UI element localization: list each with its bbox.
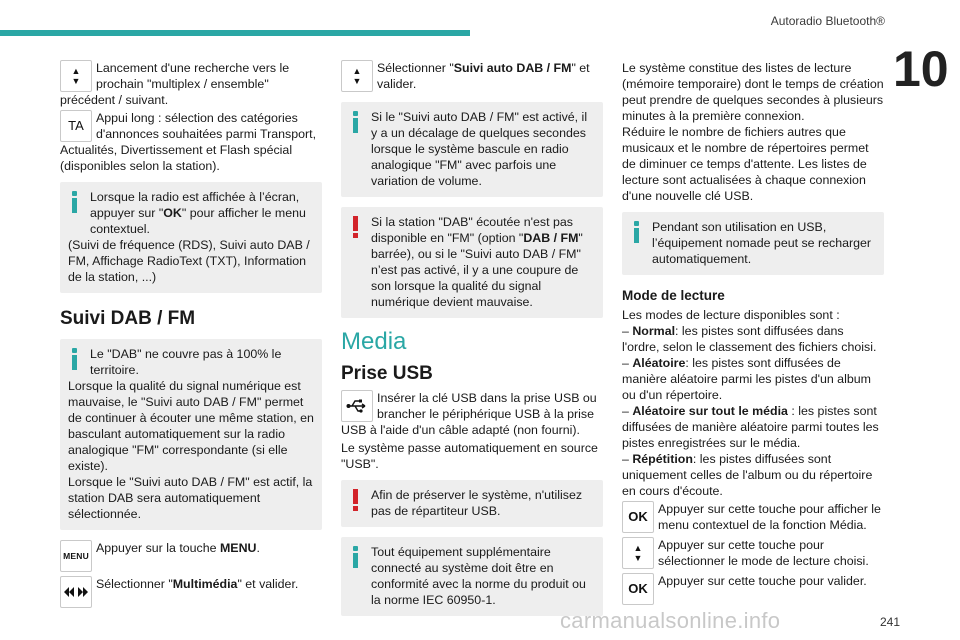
section-heading-mode-de-lecture: Mode de lecture bbox=[622, 288, 725, 303]
info-box bbox=[622, 212, 884, 275]
warning-text: Afin de préserver le système, n'utilisez pas de répartiteur USB. bbox=[371, 488, 583, 518]
key-row-ta bbox=[60, 110, 322, 174]
key-description: Appuyer sur cette touche pour sélectionner le mode de lecture choisi. bbox=[658, 538, 869, 568]
info-icon bbox=[630, 221, 644, 243]
usb-icon bbox=[341, 390, 373, 422]
key-description: Appuyer sur la touche MENU. bbox=[96, 541, 260, 555]
info-icon bbox=[68, 191, 82, 213]
key-description: Insérer la clé USB dans la prise USB ou brancher le périphérique USB à la prise USB à l'aide d'un câble adapté (non fourni). bbox=[341, 391, 597, 437]
ta-key-icon: TA bbox=[60, 110, 92, 142]
info-text: Lorsque la qualité du signal numérique est mauvaise, le "Suivi auto DAB / FM" permet de continuer à écouter une même station, en basculant automatiquement sur la radio analogique "FM" correspondante (si elle existe). bbox=[68, 379, 314, 473]
key-row-usb bbox=[341, 390, 603, 438]
info-text: Le "DAB" ne couvre pas à 100% le territoire. bbox=[90, 347, 282, 377]
key-row-up-down bbox=[60, 60, 322, 108]
menu-key-icon: MENU bbox=[60, 540, 92, 572]
ok-key-icon: OK bbox=[622, 501, 654, 533]
section-heading-prise-usb: Prise USB bbox=[341, 363, 433, 384]
warning-text: Si la station "DAB" écoutée n'est pas disponible en "FM" (option "DAB / FM" barrée), ou si le "Suivi auto DAB / FM" n’est pas activé, il y a une coupure de son lorsque la qualité du signal numérique devient mauvaise. bbox=[371, 215, 583, 309]
paragraph: Réduire le nombre de fichiers autres que musicaux et le nombre de répertoires permet de diminuer ce temps d'attente. Les listes de lecture sont actualisées à chaque connexion d'une nouvelle clé USB. bbox=[622, 125, 869, 203]
key-description: Lancement d'une recherche vers le prochain "multiplex / ensemble" précédent / suivant. bbox=[60, 61, 290, 107]
info-text: Pendant son utilisation en USB, l’équipement nomade peut se recharger automatiquement. bbox=[652, 220, 872, 266]
info-box bbox=[341, 537, 603, 616]
key-description: Sélectionner "Multimédia" et valider. bbox=[96, 577, 299, 591]
ok-key-icon: OK bbox=[622, 573, 654, 605]
column-3 bbox=[622, 60, 884, 609]
info-text: Si le "Suivi auto DAB / FM" est activé, il y a un décalage de quelques secondes lorsque le système bascule en radio analogique "FM" avec parfois une variation de volume. bbox=[371, 110, 588, 188]
info-text: (Suivi de fréquence (RDS), Suivi auto DAB / FM, Affichage RadioText (TXT), Information de la station, ...) bbox=[68, 238, 310, 284]
key-row-ok-validate bbox=[622, 573, 884, 607]
key-description: Sélectionner "Suivi auto DAB / FM" et valider. bbox=[377, 61, 590, 91]
warning-icon bbox=[349, 489, 363, 511]
usb-note: Le système passe automatiquement en source "USB". bbox=[341, 441, 598, 471]
header-title: Autoradio Bluetooth® bbox=[770, 14, 885, 28]
info-text: Lorsque la radio est affichée à l’écran, appuyer sur "OK" pour afficher le menu contextuel. bbox=[90, 190, 306, 236]
key-row-up-down bbox=[622, 537, 884, 571]
info-box bbox=[60, 182, 322, 293]
media-skip-arrows-icon bbox=[60, 576, 92, 608]
list-item: – Aléatoire: les pistes sont diffusées de manière aléatoire parmi les pistes d'un album ou d'un répertoire. bbox=[622, 356, 871, 402]
key-row-media bbox=[60, 576, 322, 610]
column-1 bbox=[60, 60, 322, 612]
header-accent-bar bbox=[0, 30, 470, 36]
list-item: – Répétition: les pistes diffusées sont uniquement celles de l'album ou du répertoire en cours d'écoute. bbox=[622, 452, 873, 498]
list-item: – Normal: les pistes sont diffusées dans l'ordre, selon le classement des fichiers choisi. bbox=[622, 324, 877, 354]
info-text: Tout équipement supplémentaire connecté au système doit être en conformité avec la norme du produit ou la norme IEC 60950-1. bbox=[371, 545, 586, 607]
info-box bbox=[341, 102, 603, 197]
watermark: carmanualsonline.info bbox=[560, 608, 781, 633]
up-down-arrows-icon: ▲ ▼ bbox=[341, 60, 373, 92]
key-row-ok bbox=[622, 501, 884, 535]
info-icon bbox=[349, 546, 363, 568]
key-row-up-down bbox=[341, 60, 603, 94]
column-2 bbox=[341, 60, 603, 626]
chapter-number: 10 bbox=[893, 41, 949, 97]
info-icon bbox=[349, 111, 363, 133]
up-down-arrows-icon: ▲ ▼ bbox=[60, 60, 92, 92]
info-box bbox=[60, 339, 322, 530]
page-number: 241 bbox=[880, 615, 901, 629]
paragraph: Le système constitue des listes de lecture (mémoire temporaire) dont le temps de création peut prendre de quelques secondes à plusieurs minutes à la première connexion. bbox=[622, 61, 884, 123]
key-description: Appuyer sur cette touche pour afficher le menu contextuel de la fonction Média. bbox=[658, 502, 881, 532]
info-icon bbox=[68, 348, 82, 370]
info-text: Lorsque le "Suivi auto DAB / FM" est actif, la station DAB sera automatiquement sélectionnée. bbox=[68, 475, 313, 521]
warning-box bbox=[341, 207, 603, 318]
section-heading-suivi-dab-fm: Suivi DAB / FM bbox=[60, 308, 196, 329]
section-heading-media: Media bbox=[341, 328, 407, 355]
warning-icon bbox=[349, 216, 363, 238]
list-item: – Aléatoire sur tout le média : les pistes sont diffusées de manière aléatoire parmi toutes les pistes enregistrées sur le média. bbox=[622, 404, 879, 450]
key-description: Appuyer sur cette touche pour valider. bbox=[658, 574, 867, 588]
up-down-arrows-icon: ▲ ▼ bbox=[622, 537, 654, 569]
key-row-menu bbox=[60, 540, 322, 574]
warning-box bbox=[341, 480, 603, 527]
key-description: Appui long : sélection des catégories d'annonces souhaitées parmi Transport, Actualités, Divertissement et Flash spécial (disponibles selon la station). bbox=[60, 111, 317, 173]
paragraph: Les modes de lecture disponibles sont : bbox=[622, 308, 840, 322]
